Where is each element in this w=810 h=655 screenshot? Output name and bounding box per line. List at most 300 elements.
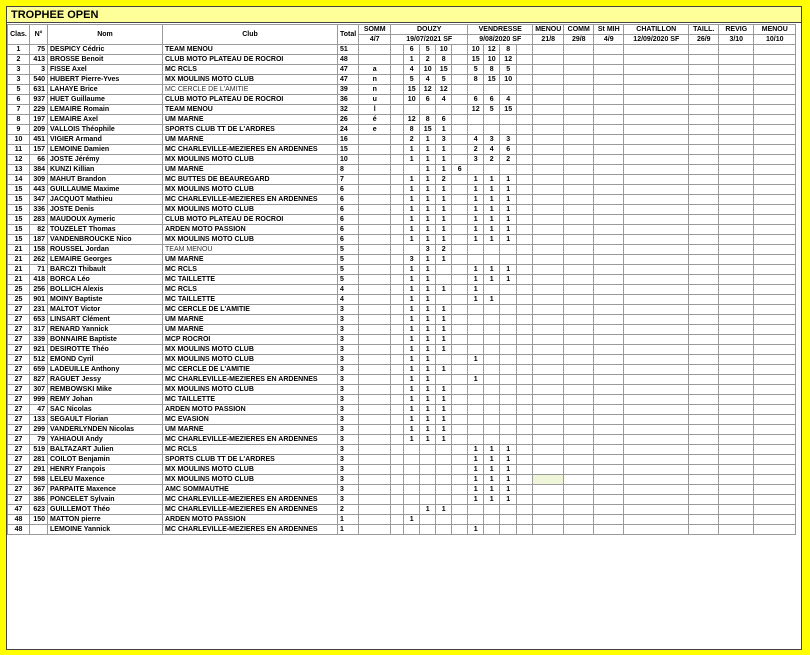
event-name: COMM: [564, 25, 594, 35]
table-row: [8, 275, 796, 285]
cell-vendresse: 1: [500, 495, 517, 505]
event-date: 4/9: [594, 35, 624, 45]
cell-vendresse: [484, 385, 500, 395]
cell-douzy: [404, 525, 420, 535]
cell-total: 2: [338, 505, 359, 515]
cell-total: 3: [338, 355, 359, 365]
cell-club: MX MOULINS MOTO CLUB: [163, 355, 338, 365]
table-row: [8, 365, 796, 375]
cell-empty: [594, 445, 624, 455]
cell-empty: [594, 495, 624, 505]
cell-spacer: [391, 175, 404, 185]
cell-douzy: 1: [420, 135, 436, 145]
cell-douzy-extra: [452, 395, 468, 405]
cell-clas: 27: [8, 395, 30, 405]
cell-total: 3: [338, 325, 359, 335]
cell-douzy: 1: [404, 215, 420, 225]
cell-nom: LEMAIRE Romain: [48, 105, 163, 115]
cell-empty: [689, 375, 719, 385]
cell-empty: [533, 95, 564, 105]
table-row: [8, 225, 796, 235]
cell-douzy: 1: [436, 145, 452, 155]
cell-clas: 47: [8, 505, 30, 515]
cell-empty: [754, 285, 796, 295]
cell-vendresse: 1: [484, 465, 500, 475]
cell-empty: [754, 455, 796, 465]
cell-vendresse: 1: [468, 225, 484, 235]
cell-empty: [754, 115, 796, 125]
cell-total: 3: [338, 415, 359, 425]
sheet-title: TROPHEE OPEN: [7, 7, 801, 23]
cell-douzy: 8: [436, 55, 452, 65]
cell-vendresse: [500, 415, 517, 425]
cell-somm: [359, 185, 391, 195]
cell-num: 347: [30, 195, 48, 205]
cell-douzy: 1: [436, 505, 452, 515]
cell-douzy-extra: [452, 445, 468, 455]
cell-vendresse: [484, 335, 500, 345]
cell-somm: n: [359, 75, 391, 85]
cell-nom: REMY Johan: [48, 395, 163, 405]
cell-spacer: [391, 135, 404, 145]
cell-douzy: 1: [404, 325, 420, 335]
cell-vendresse: [500, 125, 517, 135]
cell-empty: [533, 255, 564, 265]
cell-spacer: [517, 305, 533, 315]
table-row: [8, 455, 796, 465]
cell-spacer: [517, 455, 533, 465]
cell-clas: 27: [8, 345, 30, 355]
cell-empty: [533, 145, 564, 155]
cell-somm: [359, 245, 391, 255]
cell-num: 229: [30, 105, 48, 115]
cell-spacer: [517, 135, 533, 145]
cell-nom: HUBERT Pierre-Yves: [48, 75, 163, 85]
cell-clas: 27: [8, 445, 30, 455]
cell-clas: 15: [8, 195, 30, 205]
cell-empty: [719, 435, 754, 445]
cell-douzy: 1: [420, 155, 436, 165]
cell-empty: [533, 475, 564, 485]
cell-empty: [719, 425, 754, 435]
cell-num: 299: [30, 425, 48, 435]
cell-empty: [594, 105, 624, 115]
cell-empty: [754, 245, 796, 255]
cell-num: 157: [30, 145, 48, 155]
header-total: Total: [338, 25, 359, 45]
table-row: [8, 235, 796, 245]
cell-empty: [594, 75, 624, 85]
cell-total: 24: [338, 125, 359, 135]
cell-douzy: 6: [404, 45, 420, 55]
cell-club: TEAM MENOU: [163, 245, 338, 255]
table-row: [8, 325, 796, 335]
cell-spacer: [391, 225, 404, 235]
cell-clas: 48: [8, 525, 30, 535]
cell-club: TEAM MENOU: [163, 45, 338, 55]
cell-empty: [564, 175, 594, 185]
cell-vendresse: [500, 315, 517, 325]
cell-empty: [594, 235, 624, 245]
cell-club: SPORTS CLUB TT DE L'ARDRES: [163, 125, 338, 135]
cell-empty: [564, 205, 594, 215]
cell-empty: [689, 305, 719, 315]
cell-empty: [564, 305, 594, 315]
cell-douzy-extra: [452, 185, 468, 195]
cell-empty: [533, 165, 564, 175]
cell-vendresse: [500, 505, 517, 515]
cell-douzy: [436, 525, 452, 535]
cell-empty: [533, 295, 564, 305]
cell-douzy: 8: [420, 115, 436, 125]
cell-clas: 10: [8, 135, 30, 145]
cell-nom: LELEU Maxence: [48, 475, 163, 485]
cell-empty: [564, 465, 594, 475]
cell-empty: [564, 405, 594, 415]
cell-empty: [533, 215, 564, 225]
cell-empty: [754, 55, 796, 65]
cell-total: 32: [338, 105, 359, 115]
cell-empty: [754, 65, 796, 75]
cell-empty: [594, 425, 624, 435]
table-row: [8, 95, 796, 105]
cell-empty: [564, 255, 594, 265]
cell-somm: u: [359, 95, 391, 105]
cell-somm: [359, 405, 391, 415]
table-row: [8, 465, 796, 475]
cell-douzy: 1: [420, 375, 436, 385]
cell-empty: [564, 295, 594, 305]
cell-nom: GUILLAUME Maxime: [48, 185, 163, 195]
cell-empty: [689, 475, 719, 485]
cell-douzy: 1: [420, 355, 436, 365]
cell-clas: 27: [8, 475, 30, 485]
cell-empty: [624, 245, 689, 255]
cell-vendresse: [484, 345, 500, 355]
cell-vendresse: 10: [484, 55, 500, 65]
cell-spacer: [391, 205, 404, 215]
table-row: [8, 45, 796, 55]
cell-empty: [754, 125, 796, 135]
cell-empty: [594, 295, 624, 305]
cell-douzy: [404, 505, 420, 515]
cell-empty: [533, 525, 564, 535]
cell-nom: JOSTE Jérémy: [48, 155, 163, 165]
cell-empty: [564, 365, 594, 375]
cell-empty: [754, 325, 796, 335]
cell-spacer: [517, 465, 533, 475]
table-body: [8, 45, 796, 535]
cell-vendresse: 1: [468, 175, 484, 185]
cell-douzy: 1: [404, 395, 420, 405]
cell-empty: [689, 225, 719, 235]
cell-somm: a: [359, 65, 391, 75]
cell-club: MC TAILLETTE: [163, 395, 338, 405]
cell-total: 3: [338, 385, 359, 395]
cell-vendresse: 1: [468, 205, 484, 215]
cell-vendresse: 1: [484, 225, 500, 235]
cell-spacer: [391, 295, 404, 305]
event-name: MENOU: [533, 25, 564, 35]
cell-empty: [564, 105, 594, 115]
cell-empty: [754, 155, 796, 165]
cell-somm: [359, 275, 391, 285]
cell-vendresse: [484, 405, 500, 415]
cell-vendresse: [468, 505, 484, 515]
cell-douzy: 1: [404, 435, 420, 445]
cell-douzy: 12: [420, 85, 436, 95]
cell-vendresse: 2: [500, 155, 517, 165]
cell-empty: [689, 495, 719, 505]
cell-vendresse: 1: [468, 235, 484, 245]
cell-douzy: 3: [404, 255, 420, 265]
cell-douzy: [404, 165, 420, 175]
cell-douzy: 1: [436, 235, 452, 245]
table-row: [8, 75, 796, 85]
cell-vendresse: 1: [500, 225, 517, 235]
cell-club: MX MOULINS MOTO CLUB: [163, 385, 338, 395]
cell-douzy: 1: [404, 295, 420, 305]
cell-spacer: [391, 305, 404, 315]
cell-num: 386: [30, 495, 48, 505]
cell-num: 231: [30, 305, 48, 315]
cell-vendresse: 4: [500, 95, 517, 105]
cell-empty: [754, 385, 796, 395]
cell-vendresse: 1: [484, 445, 500, 455]
cell-empty: [754, 225, 796, 235]
cell-empty: [754, 315, 796, 325]
cell-empty: [754, 525, 796, 535]
cell-douzy: 1: [420, 315, 436, 325]
table-row: [8, 415, 796, 425]
cell-douzy-extra: [452, 485, 468, 495]
cell-empty: [533, 65, 564, 75]
cell-douzy: 1: [420, 365, 436, 375]
cell-clas: 5: [8, 85, 30, 95]
cell-empty: [754, 425, 796, 435]
cell-club: MC TAILLETTE: [163, 295, 338, 305]
cell-spacer: [391, 85, 404, 95]
cell-vendresse: 12: [468, 105, 484, 115]
cell-nom: SEGAULT Florian: [48, 415, 163, 425]
cell-empty: [719, 455, 754, 465]
cell-nom: KUNZI Killian: [48, 165, 163, 175]
cell-vendresse: [468, 515, 484, 525]
cell-empty: [624, 125, 689, 135]
cell-douzy: 1: [420, 235, 436, 245]
cell-num: 921: [30, 345, 48, 355]
cell-total: 3: [338, 425, 359, 435]
cell-empty: [564, 185, 594, 195]
cell-spacer: [391, 255, 404, 265]
cell-empty: [689, 335, 719, 345]
cell-total: 6: [338, 205, 359, 215]
cell-douzy: 4: [420, 75, 436, 85]
cell-total: 3: [338, 315, 359, 325]
cell-spacer: [517, 255, 533, 265]
cell-nom: MATTON pierre: [48, 515, 163, 525]
cell-empty: [624, 365, 689, 375]
cell-vendresse: 1: [484, 275, 500, 285]
cell-douzy: 15: [436, 65, 452, 75]
cell-empty: [624, 455, 689, 465]
cell-douzy-extra: [452, 295, 468, 305]
cell-empty: [533, 515, 564, 525]
cell-douzy: 1: [436, 185, 452, 195]
cell-empty: [754, 85, 796, 95]
cell-empty: [564, 65, 594, 75]
cell-num: 133: [30, 415, 48, 425]
cell-douzy: 5: [436, 75, 452, 85]
cell-douzy: [404, 495, 420, 505]
cell-spacer: [517, 105, 533, 115]
cell-empty: [624, 105, 689, 115]
cell-empty: [624, 95, 689, 105]
cell-douzy: [420, 455, 436, 465]
cell-douzy: 1: [436, 425, 452, 435]
cell-nom: BALTAZART Julien: [48, 445, 163, 455]
cell-club: MC CHARLEVILLE-MEZIERES EN ARDENNES: [163, 525, 338, 535]
cell-nom: PARPAITE Maxence: [48, 485, 163, 495]
cell-douzy: [420, 515, 436, 525]
cell-spacer: [517, 215, 533, 225]
cell-somm: [359, 445, 391, 455]
cell-spacer: [391, 485, 404, 495]
cell-douzy: 5: [420, 45, 436, 55]
cell-vendresse: [500, 405, 517, 415]
cell-douzy: 1: [404, 365, 420, 375]
cell-empty: [689, 415, 719, 425]
cell-num: 82: [30, 225, 48, 235]
cell-clas: 27: [8, 385, 30, 395]
cell-douzy: [420, 445, 436, 455]
cell-somm: [359, 365, 391, 375]
cell-douzy: [436, 265, 452, 275]
cell-vendresse: 1: [484, 455, 500, 465]
event-name: St MIH: [594, 25, 624, 35]
cell-clas: 25: [8, 285, 30, 295]
cell-empty: [533, 395, 564, 405]
cell-empty: [624, 525, 689, 535]
cell-nom: LAHAYE Brice: [48, 85, 163, 95]
cell-spacer: [391, 235, 404, 245]
cell-douzy: 1: [404, 225, 420, 235]
cell-empty: [564, 425, 594, 435]
cell-spacer: [517, 125, 533, 135]
cell-nom: BARCZI Thibault: [48, 265, 163, 275]
cell-empty: [624, 165, 689, 175]
cell-total: 4: [338, 285, 359, 295]
cell-num: 512: [30, 355, 48, 365]
event-name: DOUZY: [391, 25, 468, 35]
cell-douzy: 1: [420, 385, 436, 395]
cell-empty: [624, 195, 689, 205]
cell-empty: [533, 355, 564, 365]
cell-empty: [719, 195, 754, 205]
cell-douzy: 3: [436, 135, 452, 145]
cell-vendresse: [484, 415, 500, 425]
cell-total: 6: [338, 195, 359, 205]
cell-empty: [719, 125, 754, 135]
table-row: [8, 265, 796, 275]
cell-somm: [359, 305, 391, 315]
cell-empty: [754, 195, 796, 205]
cell-douzy: 1: [420, 165, 436, 175]
cell-total: 6: [338, 215, 359, 225]
cell-empty: [689, 125, 719, 135]
table-row: [8, 495, 796, 505]
cell-douzy: 1: [420, 255, 436, 265]
cell-empty: [719, 225, 754, 235]
cell-douzy-extra: [452, 315, 468, 325]
cell-vendresse: [468, 85, 484, 95]
cell-empty: [754, 375, 796, 385]
cell-douzy-extra: 6: [452, 165, 468, 175]
cell-club: UM MARNE: [163, 165, 338, 175]
table-row: [8, 305, 796, 315]
cell-spacer: [391, 105, 404, 115]
cell-club: MC BUTTES DE BEAUREGARD: [163, 175, 338, 185]
cell-empty: [533, 195, 564, 205]
cell-douzy: 1: [404, 205, 420, 215]
cell-douzy: 1: [436, 215, 452, 225]
cell-empty: [719, 355, 754, 365]
cell-empty: [689, 155, 719, 165]
cell-clas: 25: [8, 295, 30, 305]
cell-empty: [533, 205, 564, 215]
cell-empty: [719, 505, 754, 515]
cell-spacer: [391, 365, 404, 375]
cell-douzy: 1: [436, 365, 452, 375]
cell-vendresse: 10: [468, 45, 484, 55]
table-row: [8, 65, 796, 75]
cell-douzy: 1: [404, 375, 420, 385]
cell-spacer: [391, 355, 404, 365]
cell-vendresse: [500, 255, 517, 265]
cell-total: 5: [338, 255, 359, 265]
cell-empty: [624, 45, 689, 55]
cell-empty: [564, 485, 594, 495]
cell-douzy: [436, 295, 452, 305]
cell-empty: [594, 155, 624, 165]
cell-empty: [533, 455, 564, 465]
cell-empty: [594, 45, 624, 55]
cell-douzy: 1: [436, 205, 452, 215]
cell-club: MX MOULINS MOTO CLUB: [163, 475, 338, 485]
cell-empty: [594, 85, 624, 95]
cell-vendresse: 1: [468, 475, 484, 485]
cell-empty: [754, 335, 796, 345]
cell-spacer: [517, 405, 533, 415]
cell-empty: [719, 335, 754, 345]
cell-vendresse: [500, 325, 517, 335]
cell-vendresse: 1: [500, 485, 517, 495]
cell-empty: [533, 85, 564, 95]
cell-nom: EMOND Cyril: [48, 355, 163, 365]
cell-douzy: 1: [436, 405, 452, 415]
cell-total: 4: [338, 295, 359, 305]
table-row: [8, 505, 796, 515]
cell-vendresse: 1: [484, 195, 500, 205]
cell-spacer: [517, 505, 533, 515]
cell-vendresse: 8: [468, 75, 484, 85]
cell-spacer: [391, 75, 404, 85]
cell-empty: [594, 405, 624, 415]
cell-nom: PONCELET Sylvain: [48, 495, 163, 505]
cell-spacer: [517, 285, 533, 295]
table-row: [8, 375, 796, 385]
cell-empty: [594, 265, 624, 275]
